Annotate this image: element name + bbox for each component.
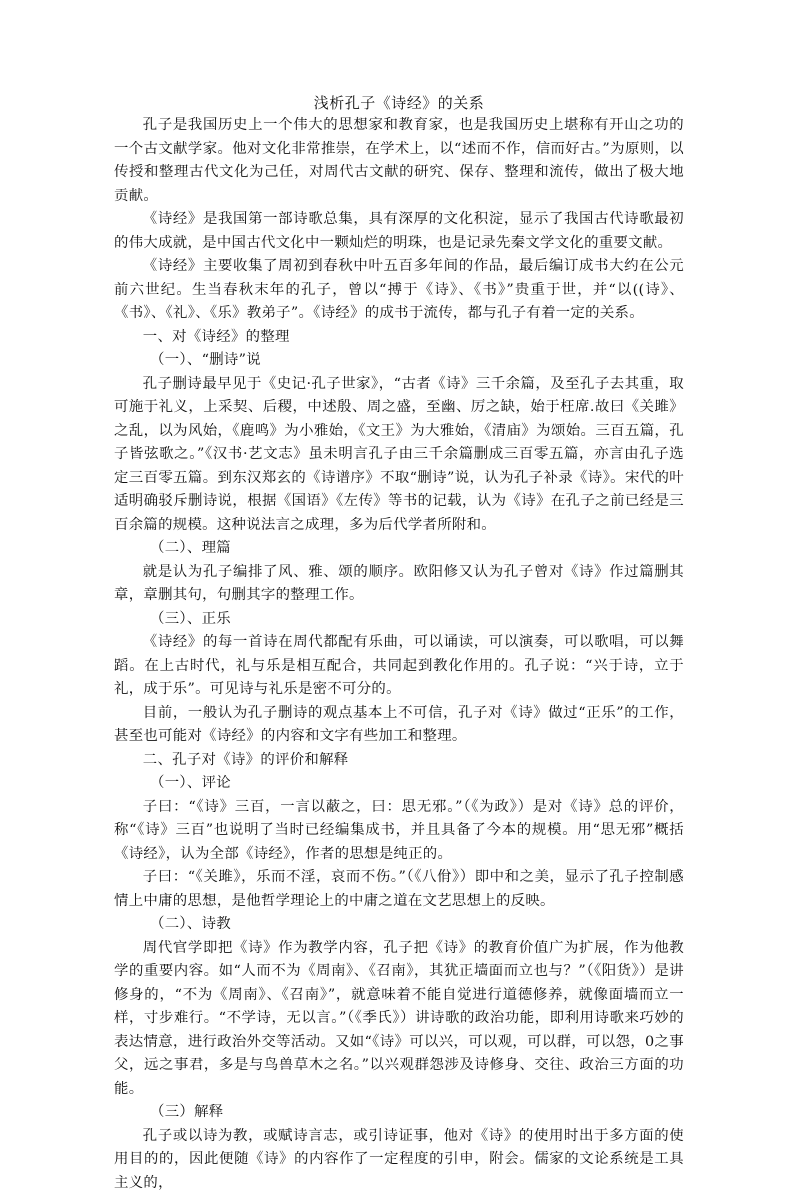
section-1-3-heading: （三）、正乐 [114,608,684,632]
intro-paragraph-1: 孔子是我国历史上一个伟大的思想家和教育家，也是我国历史上堪称有开山之功的一个古文献学家。他对文化非常推崇，在学术上，以“述而不作，信而好古。”为原则，以传授和整理古代文化为己任，对周代古文献的研究、保存、整理和流传，做出了极大地贡献。 [114,114,684,208]
section-2-3-body: 孔子或以诗为教，或赋诗言志，或引诗证事，他对《诗》的使用时出于多方面的使用目的的，因此便随《诗》的内容作了一定程度的引申，附会。儒家的文论系统是工具主义的， [114,1125,684,1195]
section-1-3-body: 《诗经》的每一首诗在周代都配有乐曲，可以诵读，可以演奏，可以歌唱，可以舞蹈。在上古时代，礼与乐是相互配合，共同起到教化作用的。孔子说：“兴于诗，立于礼，成于乐”。可见诗与礼乐是密不可分的。 [114,631,684,702]
section-1-2-body: 就是认为孔子编排了风、雅、颂的顺序。欧阳修又认为孔子曾对《诗》作过篇删其章，章删其句，句删其字的整理工作。 [114,561,684,608]
section-2-3-heading: （三）解释 [114,1101,684,1125]
section-2-heading: 二、孔子对《诗》的评价和解释 [114,749,684,773]
section-1-heading: 一、对《诗经》的整理 [114,326,684,350]
section-2-1-body-1: 子曰：“《诗》三百，一言以蔽之，曰：思无邪。”（《为政》）是对《诗》总的评价，称“《诗》三百”也说明了当时已经编集成书，并且具备了今本的规模。用“思无邪”概括《诗经》，认为全部《诗经》，作者的思想是纯正的。 [114,796,684,867]
section-2-2-heading: （二）、诗教 [114,913,684,937]
section-2-1-heading: （一）、评论 [114,772,684,796]
section-1-1-heading: （一）、“删诗”说 [114,349,684,373]
document-page [114,92,684,1195]
intro-paragraph-2: 《诗经》是我国第一部诗歌总集，具有深厚的文化积淀，显示了我国古代诗歌最初的伟大成就，是中国古代文化中一颗灿烂的明珠，也是记录先秦文学文化的重要文献。 [114,208,684,255]
intro-paragraph-3: 《诗经》主要收集了周初到春秋中叶五百多年间的作品，最后编订成书大约在公元前六世纪。生当春秋末年的孔子，曾以“搏于《诗》、《书》”贵重于世，并“以((诗》、《书》、《礼》、《乐》教弟子”。《诗经》的成书于流传，都与孔子有着一定的关系。 [114,255,684,326]
document-title: 浅析孔子《诗经》的关系 [114,92,684,114]
section-1-2-heading: （二）、理篇 [114,537,684,561]
section-1-1-body: 孔子删诗最早见于《史记·孔子世家》，“古者《诗》三千余篇，及至孔子去其重，取可施于礼义，上采契、后稷，中述殷、周之盛，至幽、厉之缺，始于枉席.故曰《关雎》之乱，以为风始，《鹿鸣》为小雅始，《文王》为大雅始，《清庙》为颂始。三百五篇，孔子皆弦歌之。”《汉书·艺文志》虽未明言孔子由三千余篇删成三百零五篇，亦言由孔子选定三百零五篇。到东汉郑玄的《诗谱序》不取“删诗”说，认为孔子补录《诗》。宋代的叶适明确驳斥删诗说，根据《国语》《左传》等书的记载，认为《诗》在孔子之前已经是三百余篇的规模。这种说法言之成理，多为后代学者所附和。 [114,373,684,538]
section-2-2-body: 周代官学即把《诗》作为教学内容，孔子把《诗》的教育价值广为扩展，作为他教学的重要内容。如“人而不为《周南》、《召南》，其犹正墙面而立也与？”（《阳货》）是讲修身的，“不为《周南》、《召南》”，就意味着不能自觉进行道德修养，就像面墙而立一样，寸步难行。“不学诗，无以言。”（《季氏》）讲诗歌的政治功能，即利用诗歌来巧妙的表达情意，进行政治外交等活动。又如“《诗》可以兴，可以观，可以群，可以怨，0之事父，远之事君，多是与鸟兽草木之名。”以兴观群怨涉及诗修身、交往、政治三方面的功能。 [114,937,684,1102]
section-2-1-body-2: 子曰：“《关雎》，乐而不淫，哀而不伤。”（《八佾》）即中和之美，显示了孔子控制感情上中庸的思想，是他哲学理论上的中庸之道在文艺思想上的反映。 [114,866,684,913]
section-1-closing: 目前，一般认为孔子删诗的观点基本上不可信，孔子对《诗》做过“正乐”的工作，甚至也可能对《诗经》的内容和文字有些加工和整理。 [114,702,684,749]
